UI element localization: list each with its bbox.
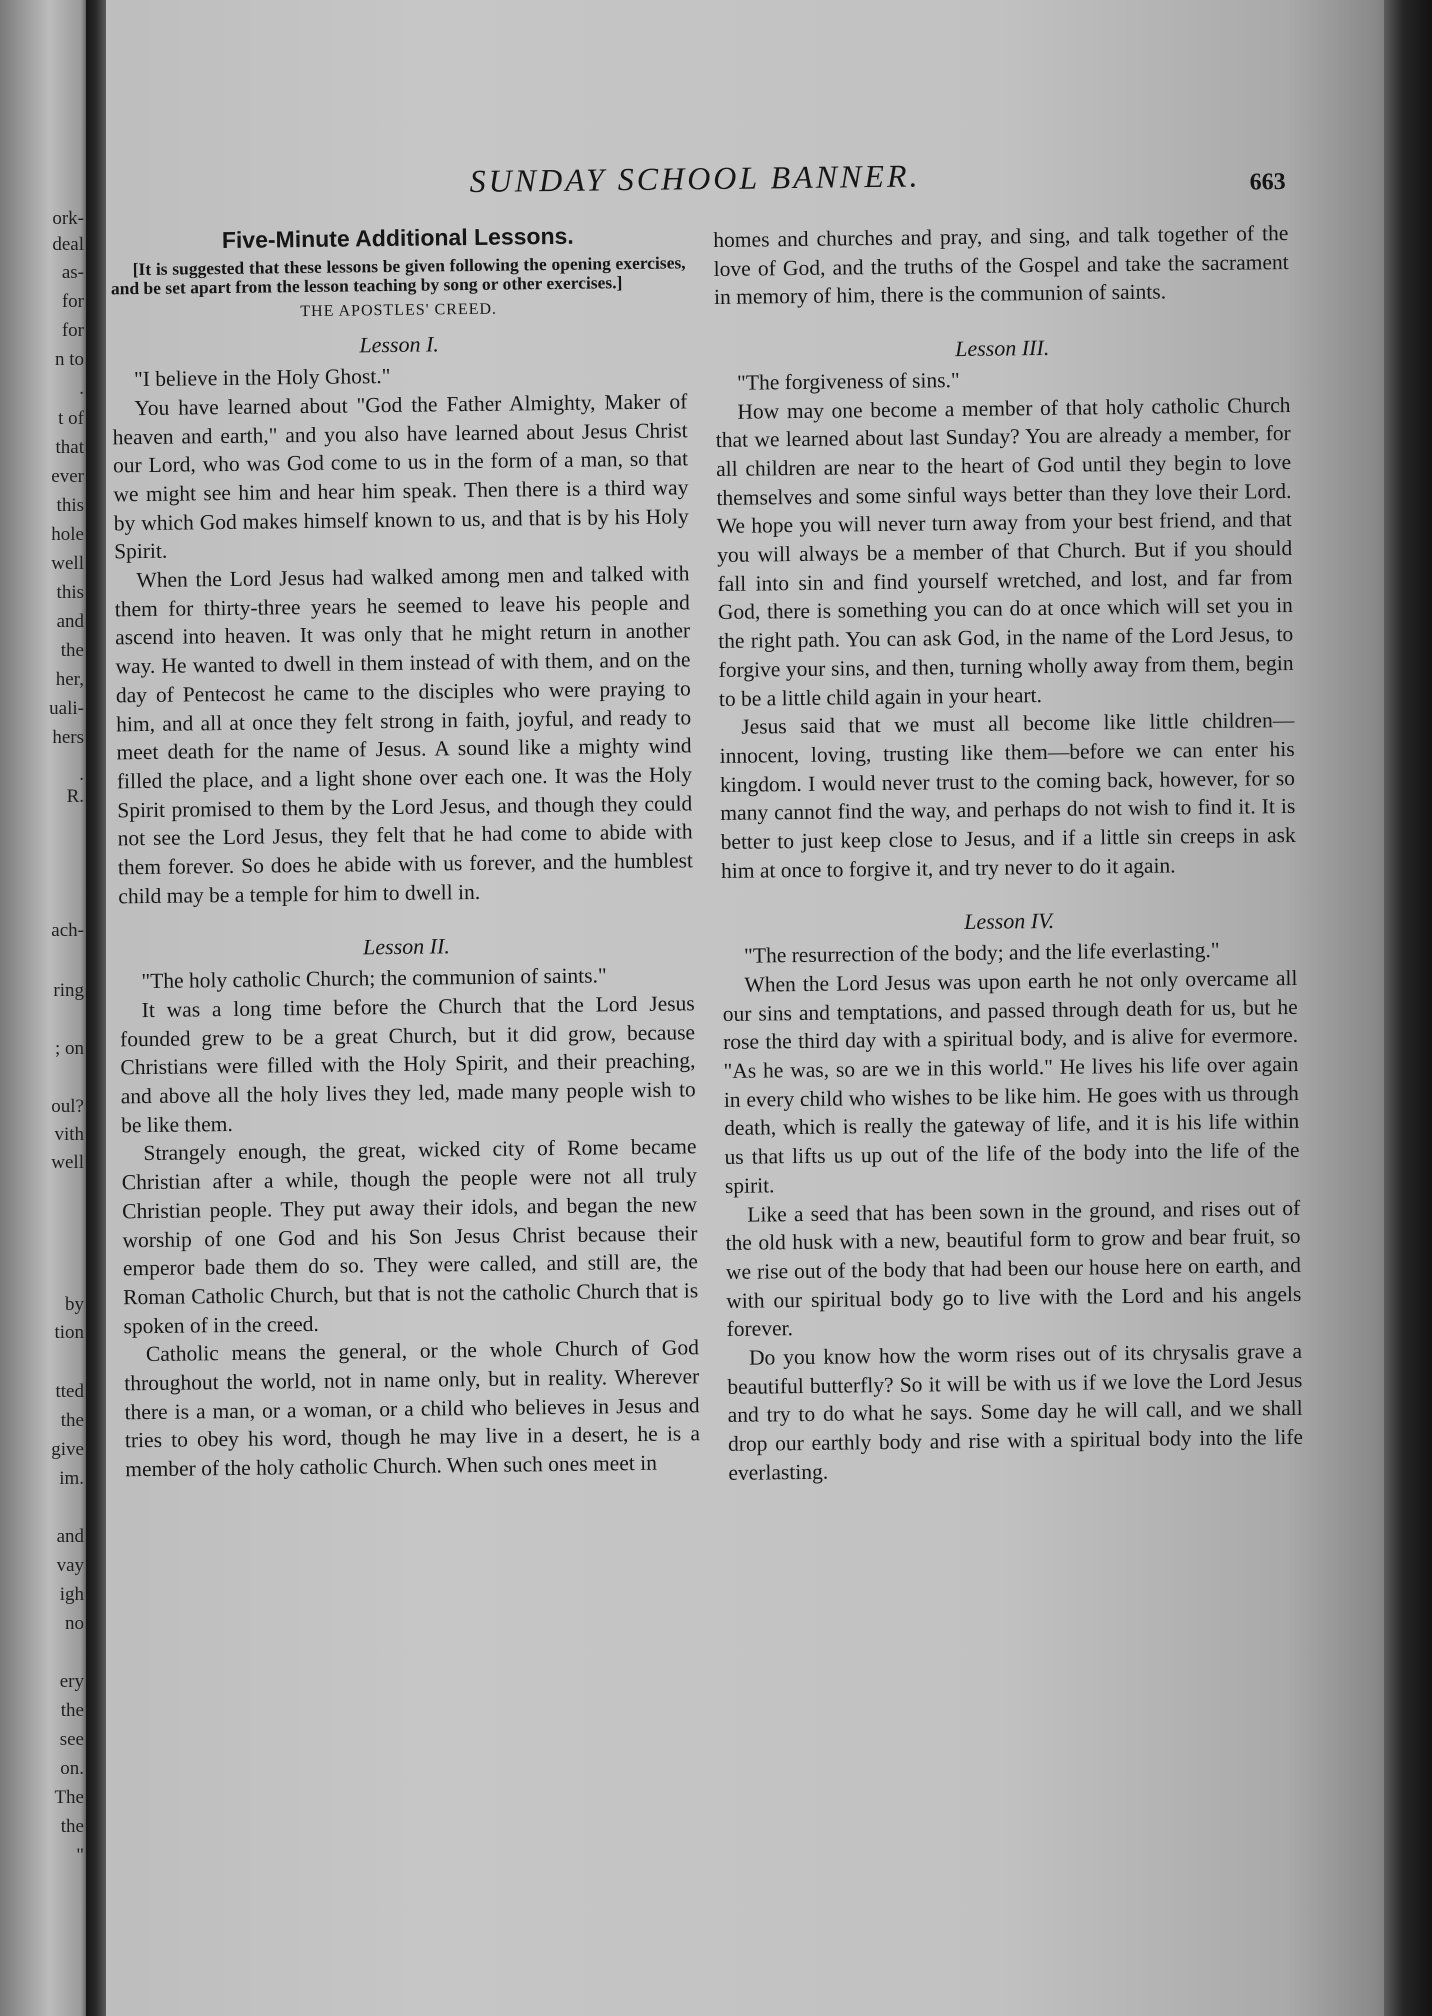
- left-page-fragment: n to: [54, 349, 84, 370]
- page-content: [109, 123, 1322, 1997]
- left-page-fragment: hole: [51, 524, 84, 545]
- left-page-fragment: well: [51, 1152, 84, 1173]
- section-title: THE APOSTLES' CREED.: [300, 300, 498, 320]
- left-page-fragment: the: [60, 1816, 84, 1837]
- lesson-title: Lesson I.: [359, 331, 439, 358]
- left-page-fragment: see: [59, 1729, 84, 1750]
- left-page-fragment: The: [54, 1787, 84, 1808]
- left-page-fragment: im.: [59, 1468, 84, 1489]
- lesson-paragraph: How may one become a member of that holy catholic Church that we learned about last Sunday? You are already a member, for all children are near to the heart of God until they begin to love themselves and some sinful ways better than they love their Lord. We hope you will never turn away from your best friend, and that you will always be a member of that Church. But if you should fall into sin and find yourself wretched, and lost, and far from God, there is something you can do at once which will set you in the right path. You can ask God, in the name of the Lord Jesus, to forgive your sins, and then, turning wholly away from them, begin to be a little child again in your heart.: [715, 392, 1294, 711]
- left-page-fragment: uali-: [49, 698, 84, 719]
- left-column: [110, 220, 700, 1484]
- lesson-paragraph: It was a long time before the Church that the Lord Jesus founded grew to be a great Church, but it did grow, because Christians were filled with the Holy Spirit, and their preaching, and above all the holy lives they led, made many people wish to be like them.: [119, 991, 696, 1138]
- left-page-fragment: oul?: [51, 1096, 84, 1117]
- left-page-fragment: tted: [55, 1381, 84, 1402]
- left-page-fragment: R.: [66, 786, 84, 807]
- left-page-fragment: the: [60, 1700, 84, 1721]
- left-page-fragment: ach-: [51, 920, 84, 941]
- left-page-fragment: the: [60, 640, 84, 661]
- lesson-paragraph: "I believe in the Holy Ghost.": [133, 364, 391, 392]
- lesson-paragraph: "The resurrection of the body; and the life everlasting.": [743, 938, 1220, 968]
- lesson-paragraph-continued: homes and churches and pray, and sing, and talk together of the love of God, and the truths of the Gospel and take the sacrament in memory of him, there is the communion of saints.: [713, 220, 1289, 310]
- left-page-fragment: ; on: [54, 1038, 84, 1059]
- lesson-paragraph: Do you know how the worm rises out of its chrysalis grave a beautiful butterfly? So it will be with us if we love the Lord Jesus and try to do what he says. Some day he will call, and we shall drop our earthly body and rise with a spiritual body into the life everlasting.: [727, 1338, 1304, 1485]
- left-page-fragment: .: [79, 764, 84, 785]
- left-page-fragment: for: [61, 320, 84, 341]
- left-page-fragment: this: [56, 582, 84, 603]
- left-page-fragment: this: [56, 495, 84, 516]
- left-page-fragment: vay: [56, 1555, 84, 1576]
- left-page-fragment: deal: [52, 234, 84, 255]
- left-page-fragment: and: [56, 1526, 84, 1547]
- lesson-paragraph: When the Lord Jesus was upon earth he not only overcame all our sins and temptations, and passed through death for us, but he rose the third day with a spiritual body, and is alive for evermore. "As he was, so are we in this world." He lives his life over again in every child who wishes to be like him. He goes with us through death, which is really the gateway of life, and it is his life within us that lifts us up out of the life of the body into the life of the spirit.: [722, 965, 1300, 1198]
- lesson-paragraph: Catholic means the general, or the whole Church of God throughout the world, not in name only, but in reality. Wherever there is a man, or a woman, or a child who believes in Jesus and tries to obey his word, though he may live in a desert, he is a member of the holy catholic Church. When such ones meet in: [124, 1335, 701, 1482]
- left-page-fragment: the: [60, 1410, 84, 1431]
- lesson-paragraph: You have learned about "God the Father Almighty, Maker of heaven and earth," and you also have learned about Jesus Christ our Lord, who was God come to us in the form of a man, so that we might see him and hear him speak. Then there is a third way by which God makes himself known to us, and that is by his Holy Spirit.: [112, 389, 689, 564]
- left-page-fragment: her,: [55, 669, 84, 690]
- left-page-fragment: ery: [59, 1671, 84, 1692]
- left-page-fragment: igh: [59, 1584, 84, 1605]
- left-page-fragment: ork-: [52, 208, 84, 229]
- left-page-fragment: no: [65, 1613, 84, 1634]
- page-number: 663: [1249, 169, 1286, 196]
- lesson-paragraph: When the Lord Jesus had walked among men and talked with them for thirty-three years he seemed to leave his people and ascend into heaven. It was only that he might return in another way. He wanted to dwell in them instead of with them, and on the day of Pentecost he came to the disciples who were praying to him, and all at once they felt strong in faith, joyful, and ready to meet death for the name of Jesus. A sound like a mighty wind filled the place, and a light shone over each one. It was the Holy Spirit promised to them by the Lord Jesus, and though they could not see the Lord Jesus, they felt that he had come to abide with them forever. So does he abide with us forever, and the humblest child may be a temple for him to dwell in.: [114, 561, 694, 909]
- left-page-edge: [0, 0, 90, 2016]
- article-heading: Five-Minute Additional Lessons.: [221, 222, 574, 254]
- lesson-paragraph: Like a seed that has been sown in the ground, and rises out of the old husk with a new, beautiful form to grow and bear fruit, so we rise out of the body that had been our house here on earth, and with our spiritual body go to live with the Lord and his angels forever.: [725, 1195, 1302, 1342]
- left-page-fragment: give: [51, 1439, 84, 1460]
- right-column: [713, 219, 1303, 1487]
- lesson-title: Lesson II.: [362, 933, 451, 960]
- left-page-fragment: ever: [51, 466, 84, 487]
- left-page-fragment: as-: [61, 262, 84, 283]
- left-page-fragment: and: [56, 611, 84, 632]
- lesson-paragraph: Jesus said that we must all become like little children—innocent, loving, trusting like them—before we can enter his kingdom. I would never trust to the coming back, however, for so many cannot find the way, and perhaps do not wish to find it. It is better to just keep close to Jesus, and if a little sin creeps in ask him at once to forgive it, and try never to do it again.: [719, 708, 1296, 883]
- book-gutter: [86, 0, 106, 2016]
- left-page-fragment: by: [65, 1294, 84, 1315]
- editorial-note: [It is suggested that these lessons be given following the opening exercises, and be set apart from the lesson teaching by song or other exercises.]: [110, 252, 686, 299]
- lesson-title: Lesson IV.: [964, 908, 1055, 935]
- left-page-fragment: ring: [53, 980, 84, 1001]
- lesson-paragraph: "The holy catholic Church; the communion of saints.": [141, 963, 607, 994]
- lesson-paragraph: Strangely enough, the great, wicked city of Rome became Christian after a while, though the people were not all truly Christian people. They put away their idols, and began the new worship of one God and his Son Jesus Christ because their emperor bade them do so. They were called, and still are, the Roman Catholic Church, but that is not the catholic Church that is spoken of in the creed.: [121, 1134, 699, 1338]
- left-page-fragment: hers: [52, 727, 84, 748]
- lesson-title: Lesson III.: [954, 335, 1050, 362]
- left-page-fragment: tion: [54, 1322, 84, 1343]
- running-head: SUNDAY SCHOOL BANNER.: [469, 157, 921, 199]
- left-page-fragment: ": [76, 1845, 84, 1866]
- lesson-paragraph: "The forgiveness of sins.": [736, 367, 960, 395]
- left-page-fragment: t of: [58, 408, 84, 429]
- book-cover-edge: [1384, 0, 1432, 2016]
- left-page-fragment: for: [61, 291, 84, 312]
- left-page-fragment: on.: [60, 1758, 84, 1779]
- left-page-fragment: well: [51, 553, 84, 574]
- left-page-fragment: .: [79, 378, 84, 399]
- left-page-fragment: that: [55, 437, 84, 458]
- left-page-fragment: vith: [54, 1124, 84, 1145]
